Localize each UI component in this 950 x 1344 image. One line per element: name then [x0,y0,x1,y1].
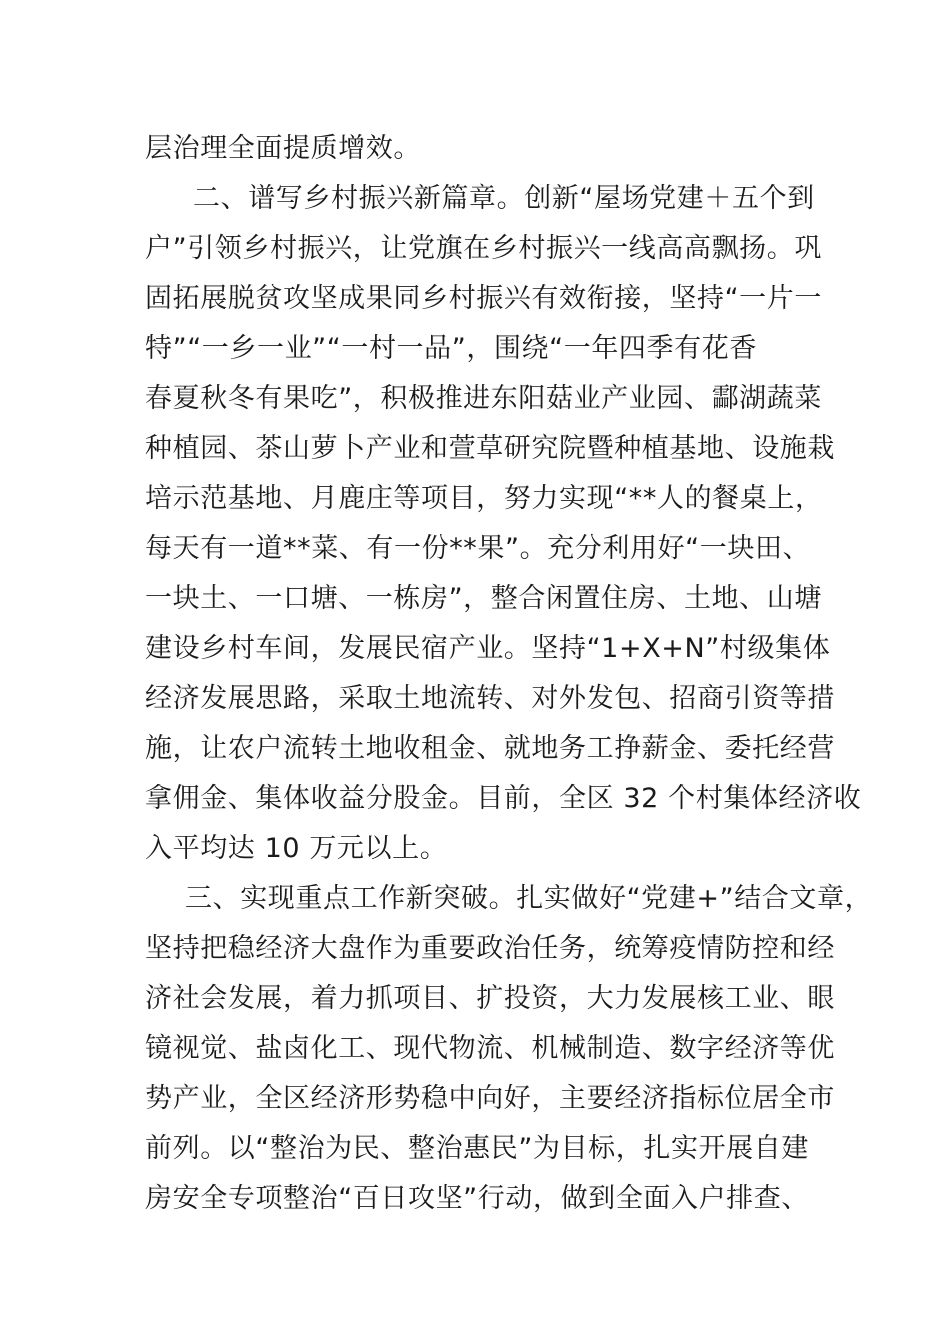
text-line: 户”引领乡村振兴，让党旗在乡村振兴一线高高飘扬。巩 [145,233,822,264]
text-line: 经济发展思路，采取土地流转、对外发包、招商引资等措 [145,683,835,714]
text-line: 势产业，全区经济形势稳中向好，主要经济指标位居全市 [145,1083,835,1114]
text-line: 坚持把稳经济大盘作为重要政治任务，统筹疫情防控和经 [145,933,835,964]
text-line: 春夏秋冬有果吃”，积极推进东阳菇业产业园、酃湖蔬菜 [145,383,822,414]
text-line: 培示范基地、月鹿庄等项目，努力实现“**人的餐桌上， [145,483,823,514]
text-line: 入平均达 10 万元以上。 [145,833,448,864]
text-line: 济社会发展，着力抓项目、扩投资，大力发展核工业、眼 [145,983,835,1014]
paragraph-heading-2: 二、谱写乡村振兴新篇章。创新“屋场党建＋五个到 [193,183,815,214]
text-line: 一块土、一口塘、一栋房”，整合闲置住房、土地、山塘 [145,583,822,614]
text-line: 施，让农户流转土地收租金、就地务工挣薪金、委托经营 [145,733,835,764]
text-line: 拿佣金、集体收益分股金。目前，全区 32 个村集体经济收 [145,783,862,814]
text-line: 前列。以“整治为民、整治惠民”为目标，扎实开展自建 [145,1133,809,1164]
text-line: 镜视觉、盐卤化工、现代物流、机械制造、数字经济等优 [145,1033,835,1064]
text-line: 房安全专项整治“百日攻坚”行动，做到全面入户排查、 [145,1183,809,1214]
text-line: 特”“一乡一业”“一村一品”，围绕“一年四季有花香 [145,333,757,364]
text-line: 层治理全面提质增效。 [145,133,421,164]
text-line: 固拓展脱贫攻坚成果同乡村振兴有效衔接，坚持“一片一 [145,283,822,314]
text-line: 种植园、茶山萝卜产业和萱草研究院暨种植基地、设施栽 [145,433,835,464]
paragraph-heading-3: 三、实现重点工作新突破。扎实做好“党建+”结合文章， [185,883,873,914]
text-line: 每天有一道**菜、有一份**果”。充分利用好“一块田、 [145,533,811,564]
text-line: 建设乡村车间，发展民宿产业。坚持“1+X+N”村级集体 [145,633,831,664]
